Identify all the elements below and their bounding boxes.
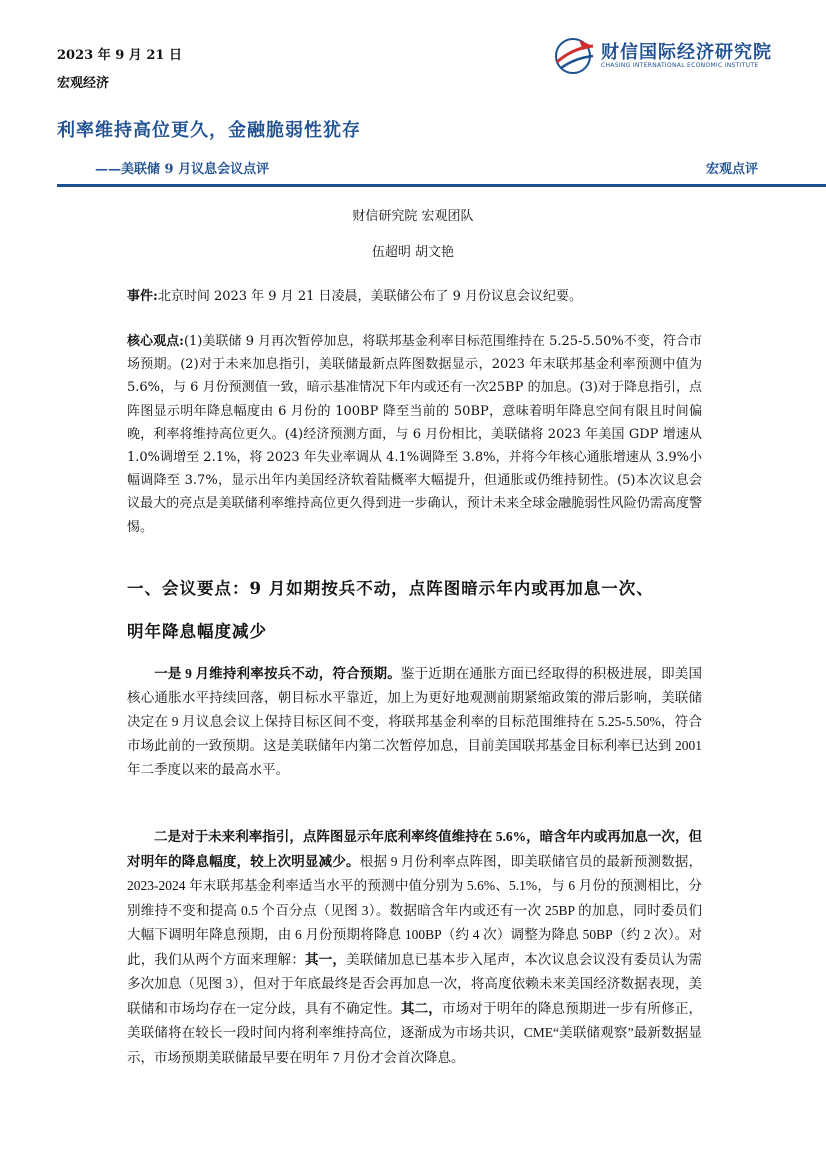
- header-divider: [57, 184, 826, 187]
- report-date: 2023 年 9 月 21 日: [57, 48, 182, 63]
- point-one-bold: 一是 9 月维持利率按兵不动，符合预期。: [154, 666, 401, 681]
- event-label: 事件:: [127, 289, 158, 304]
- core-paragraph: [127, 330, 702, 539]
- byline-authors: 伍超明 胡文艳: [371, 245, 455, 260]
- institute-logo: [553, 36, 783, 76]
- point-one-text: 鉴于近期在通胀方面已经取得的积极进展，即美国核心通胀水平持续回落，朝目标水平靠近，加上为更好地观测前期紧缩政策的滞后影响，美联储决定在 9 月议息会议上保持目标区间不变，将联邦基金利率的目标范围维持在 5.25-5.50%，符合市场此前的一致预期。这是美联储年内第二次暂停加息，目前美国联邦基金目标利率已达到 2001 年二季度以来的最高水平。: [127, 666, 703, 777]
- point-two-bold3: 其二，: [400, 1000, 442, 1016]
- point-two-text1: 根据 9 月份利率点阵图，即美联储官员的最新预测数据，2023-2024 年末联邦基金利率适当水平的预测中值分别为 5.6%、5.1%，与 6 月份的预测相比，分别维持不变和提高 0.5 个百分点（见图 3）。数据暗含年内或还有一次 25BP 的加息，同时委员们大幅下调明年降息预期，由 6 月份预期将降息 100BP（约 4 次）调整为降息 50BP（约 2 次）。对此，我们从两个方面来理解：: [127, 853, 703, 967]
- logo-english: CHASING INTERNATIONAL ECONOMIC INSTITUTE: [601, 62, 759, 69]
- core-text: (1)美联储 9 月再次暂停加息，将联邦基金利率目标范围维持在 5.25-5.50%不变，符合市场预期。(2)对于未来加息指引，美联储最新点阵图数据显示，2023 年末联邦基金利率预测中值为 5.6%，与 6 月份预测值一致，暗示基准情况下年内或还有一次25BP 的加息。(3)对于降息指引，点阵图显示明年降息幅度由 6 月份的 100BP 降至当前的 50BP，意味着明年降息空间有限且时间偏晚，利率将维持高位更久。(4)经济预测方面，与 6 月份相比，美联储将 2023 年美国 GDP 增速从 1.0%调增至 2.1%，将 2023 年失业率调从 4.1%调降至 3.8%，并将今年核心通胀增速从 3.9%小幅调降至 3.7%，显示出年内美国经济软着陆概率大幅提升，但通胀或仍维持韧性。(5)本次议息会议最大的亮点是美联储利率维持高位更久得到进一步确认，预计未来全球金融脆弱性风险仍需高度警惕。: [127, 334, 702, 535]
- core-label: 核心观点:: [127, 334, 184, 349]
- event-paragraph: [127, 285, 702, 308]
- point-two-paragraph: [127, 825, 702, 1070]
- globe-icon: [553, 36, 597, 76]
- point-two-text3: 市场对于明年的降息预期进一步有所修正，美联储将在较长一段时间内将利率维持高位，逐渐成为市场共识，CME“美联储观察”最新数据显示，市场预期美联储最早要在明年 7 月份才会首次降息。: [127, 1000, 703, 1065]
- byline-org: 财信研究院 宏观团队: [352, 209, 474, 224]
- section-heading-line1: 一、会议要点：9 月如期按兵不动，点阵图暗示年内或再加息一次、: [127, 579, 654, 598]
- page-title: 利率维持高位更久，金融脆弱性犹存: [57, 120, 361, 141]
- event-text: 北京时间 2023 年 9 月 21 日凌晨，美联储公布了 9 月份议息会议纪要。: [157, 289, 583, 304]
- logo-name: 财信国际经济研究院: [601, 42, 772, 63]
- point-two-bold2: 其一，: [305, 951, 347, 967]
- section-heading-line2: 明年降息幅度减少: [127, 622, 267, 641]
- category-tag: 宏观点评: [705, 162, 758, 177]
- point-one-paragraph: [127, 662, 702, 782]
- page-subtitle: ——美联储 9 月议息会议点评: [95, 162, 270, 177]
- point-two-bold: 二是对于未来利率指引，点阵图显示年底利率终值维持在 5.6%，暗含年内或再加息一次，但对明年的降息幅度，较上次明显减少。: [127, 829, 702, 869]
- point-two-text2: 美联储加息已基本步入尾声，本次议息会议没有委员认为需多次加息（见图 3），但对于年底最终是否会再加息一次，将高度依赖未来美国经济数据表现，美联储和市场均存在一定分歧，具有不确定性。: [127, 951, 703, 1016]
- report-section: 宏观经济: [57, 76, 110, 91]
